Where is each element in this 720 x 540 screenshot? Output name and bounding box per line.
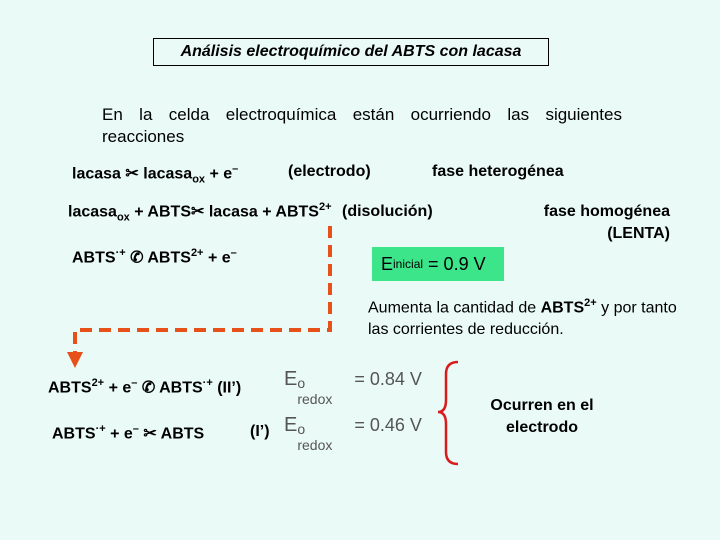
reaction-2-location: (disolución)	[341, 203, 433, 221]
note-abts: ABTS	[540, 299, 585, 317]
initial-potential-value: = 0.9 V	[428, 253, 486, 274]
reaction-3-reactant: ABTS	[72, 249, 116, 267]
reaction-2-reactant: lacasa	[68, 203, 117, 221]
telephone-icon: ✆	[141, 379, 156, 397]
scissors-icon: ✂	[143, 425, 157, 443]
reaction-5-reactant-sup: ·+	[95, 423, 106, 435]
reaction-4-reactant-sup: 2+	[91, 377, 105, 389]
reaction-3-product: ABTS	[147, 249, 191, 267]
potential-1-sup: o	[297, 375, 306, 391]
note-after: y por tanto las corrientes de reducción.	[368, 299, 677, 339]
intro-line-2: reacciones	[102, 127, 185, 146]
curly-brace-icon	[438, 362, 458, 464]
reaction-2-phase-line-2: (LENTA)	[607, 225, 670, 242]
reaction-1-product-sub: ox	[192, 173, 206, 186]
potential-2-sup: o	[297, 421, 306, 437]
reaction-1-reactant: lacasa	[72, 165, 121, 183]
reaction-3-reactant-sup: ·+	[115, 247, 126, 259]
note-before: Aumenta la cantidad de	[368, 299, 541, 317]
note-abts-sup: 2+	[584, 297, 597, 309]
reaction-4-electron: + e	[108, 379, 132, 397]
reaction-2-abts: + ABTS	[134, 203, 191, 221]
telephone-icon: ✆	[130, 249, 144, 267]
reaction-4-reactant: ABTS	[48, 379, 92, 397]
reaction-3-electron: + e	[207, 249, 231, 267]
reaction-5-electron: + e	[110, 425, 133, 443]
reaction-2-product-sup: 2+	[318, 201, 332, 213]
reaction-4-electron-sup: –	[131, 377, 138, 389]
reaction-5-electron-sup: –	[132, 423, 139, 435]
potential-2-value: = 0.46 V	[354, 415, 422, 435]
electrode-note: Ocurren en el electrodo	[490, 397, 594, 436]
reaction-1-location: (electrodo)	[288, 163, 371, 180]
reaction-2-phase-line-1: fase homogénea	[543, 203, 670, 220]
scissors-icon: ✂	[190, 203, 205, 221]
reaction-1-electron-sup: –	[232, 163, 239, 175]
potential-1-value: = 0.84 V	[354, 369, 422, 389]
reaction-4-product: ABTS	[159, 379, 203, 397]
potential-1-sub: redox	[297, 391, 333, 407]
reaction-4-label: (II’)	[217, 379, 242, 397]
potential-2-sub: redox	[297, 437, 333, 453]
down-arrow-icon	[67, 352, 83, 368]
reaction-5-reactant: ABTS	[52, 425, 96, 443]
reaction-4-product-sup: ·+	[202, 377, 213, 389]
intro-line-1: En la celda electroquímica están ocurriendo las siguientes	[102, 105, 622, 124]
reaction-2-product: lacasa + ABTS	[208, 203, 319, 221]
reaction-1-phase: fase heterogénea	[432, 163, 564, 180]
reaction-5-product: ABTS	[160, 425, 205, 443]
reaction-1-electron: + e	[209, 165, 233, 183]
initial-potential-symbol: E	[381, 253, 394, 274]
reaction-1-product: lacasa	[143, 165, 193, 183]
page-title: Análisis electroquímico del ABTS con lacasa	[153, 38, 549, 66]
initial-potential-sub: inicial	[393, 257, 424, 271]
reaction-5-label: (I’)	[250, 423, 270, 440]
reaction-3-product-sup: 2+	[190, 247, 204, 259]
potential-2-symbol: E	[284, 414, 298, 436]
potential-1-symbol: E	[284, 368, 298, 390]
scissors-icon: ✂	[125, 165, 139, 183]
reaction-2-reactant-sub: ox	[116, 211, 130, 224]
reaction-3-electron-sup: –	[230, 247, 237, 259]
dashed-arrow-path	[75, 226, 330, 352]
